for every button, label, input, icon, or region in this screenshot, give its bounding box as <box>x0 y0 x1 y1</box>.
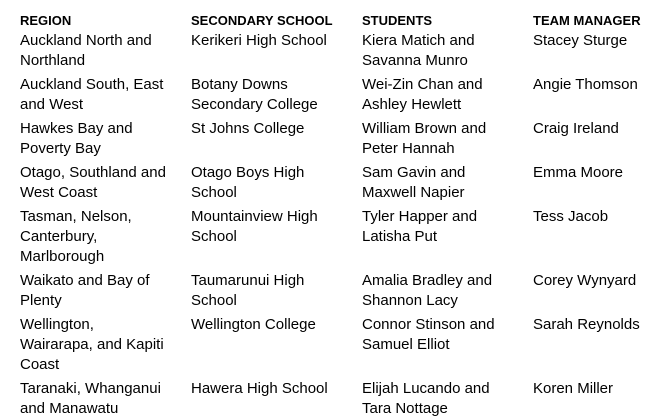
region-cell <box>16 315 187 379</box>
region-cell-line: Hawkes Bay and <box>20 120 133 137</box>
region-cell-line: Coast <box>20 356 60 373</box>
header-row <box>16 8 666 31</box>
students-cell-line: William Brown and <box>362 120 487 137</box>
school-cell-line: St Johns College <box>191 120 305 137</box>
school-cell-line: School <box>191 184 237 201</box>
school-cell <box>187 75 358 119</box>
team-manager-cell <box>529 119 666 163</box>
team-manager-name: Craig Ireland <box>533 120 619 137</box>
students-cell-line: Ashley Hewlett <box>362 96 462 113</box>
students-cell-line: Amalia Bradley and <box>362 272 493 289</box>
team-manager-name: Tess Jacob <box>533 208 609 225</box>
students-cell-line: Tyler Happer and <box>362 208 478 225</box>
students-cell-line: Wei-Zin Chan and <box>362 76 483 93</box>
students-cell <box>358 119 529 163</box>
team-manager-cell <box>529 31 666 75</box>
team-manager-name: Angie Thomson <box>533 76 638 93</box>
students-cell-line: Maxwell Napier <box>362 184 465 201</box>
team-manager-cell <box>529 75 666 119</box>
school-cell <box>187 163 358 207</box>
header-secondary-school: SECONDARY SCHOOL <box>191 13 333 28</box>
region-cell <box>16 75 187 119</box>
team-manager-name: Stacey Sturge <box>533 32 628 49</box>
region-cell-line: Marlborough <box>20 248 105 265</box>
team-manager-cell <box>529 271 666 315</box>
team-manager-name: Corey Wynyard <box>533 272 637 289</box>
region-cell-line: and Manawatu <box>20 400 119 416</box>
region-cell-line: Auckland North and <box>20 32 152 49</box>
region-cell <box>16 271 187 315</box>
students-cell <box>358 163 529 207</box>
region-cell <box>16 31 187 75</box>
team-manager-cell <box>529 379 666 416</box>
table-row <box>16 207 666 271</box>
region-cell-line: Otago, Southland and <box>20 164 166 181</box>
table-row <box>16 271 666 315</box>
region-cell <box>16 119 187 163</box>
school-cell <box>187 315 358 379</box>
students-cell <box>358 315 529 379</box>
school-cell-line: Otago Boys High <box>191 164 305 181</box>
school-cell <box>187 119 358 163</box>
students-cell <box>358 271 529 315</box>
region-cell-line: Wairarapa, and Kapiti <box>20 336 164 353</box>
students-cell <box>358 379 529 416</box>
region-cell <box>16 207 187 271</box>
region-cell-line: West Coast <box>20 184 98 201</box>
school-cell-line: Botany Downs <box>191 76 288 93</box>
students-cell-line: Sam Gavin and <box>362 164 466 181</box>
school-cell-line: Secondary College <box>191 96 318 113</box>
roster-body <box>16 31 666 416</box>
region-cell-line: Waikato and Bay of <box>20 272 150 289</box>
school-cell-line: Wellington College <box>191 316 316 333</box>
team-manager-cell <box>529 163 666 207</box>
school-cell <box>187 271 358 315</box>
students-cell-line: Elijah Lucando and <box>362 380 490 397</box>
region-cell <box>16 163 187 207</box>
region-cell-line: Poverty Bay <box>20 140 101 157</box>
team-manager-name: Koren Miller <box>533 380 614 397</box>
region-cell-line: and West <box>20 96 84 113</box>
team-manager-name: Sarah Reynolds <box>533 316 640 333</box>
students-cell-line: Peter Hannah <box>362 140 455 157</box>
students-cell-line: Kiera Matich and <box>362 32 475 49</box>
region-cell <box>16 379 187 416</box>
region-cell-line: Taranaki, Whanganui <box>20 380 161 397</box>
region-cell-line: Auckland South, East <box>20 76 164 93</box>
team-manager-name: Emma Moore <box>533 164 624 181</box>
school-cell-line: School <box>191 292 237 309</box>
school-cell-line: Kerikeri High School <box>191 32 327 49</box>
school-cell-line: School <box>191 228 237 245</box>
header-team-manager: TEAM MANAGER <box>533 13 641 28</box>
school-cell <box>187 207 358 271</box>
region-cell-line: Tasman, Nelson, <box>20 208 132 225</box>
header-region: REGION <box>20 13 72 28</box>
students-cell <box>358 207 529 271</box>
school-cell-line: Mountainview High <box>191 208 318 225</box>
region-cell-line: Wellington, <box>20 316 94 333</box>
team-roster-table <box>16 8 666 416</box>
school-cell <box>187 31 358 75</box>
students-cell <box>358 31 529 75</box>
team-manager-cell <box>529 315 666 379</box>
school-cell-line: Taumarunui High <box>191 272 305 289</box>
students-cell-line: Connor Stinson and <box>362 316 495 333</box>
region-cell-line: Northland <box>20 52 86 69</box>
table-row <box>16 31 666 75</box>
school-cell-line: Hawera High School <box>191 380 328 397</box>
students-cell-line: Samuel Elliot <box>362 336 450 353</box>
table-row <box>16 119 666 163</box>
table-row <box>16 75 666 119</box>
students-cell-line: Latisha Put <box>362 228 438 245</box>
students-cell <box>358 75 529 119</box>
students-cell-line: Shannon Lacy <box>362 292 458 309</box>
students-cell-line: Savanna Munro <box>362 52 468 69</box>
table-row <box>16 379 666 416</box>
header-students: STUDENTS <box>362 13 433 28</box>
team-manager-cell <box>529 207 666 271</box>
region-cell-line: Plenty <box>20 292 62 309</box>
table-row <box>16 315 666 379</box>
students-cell-line: Tara Nottage <box>362 400 448 416</box>
school-cell <box>187 379 358 416</box>
region-cell-line: Canterbury, <box>20 228 98 245</box>
table-row <box>16 163 666 207</box>
